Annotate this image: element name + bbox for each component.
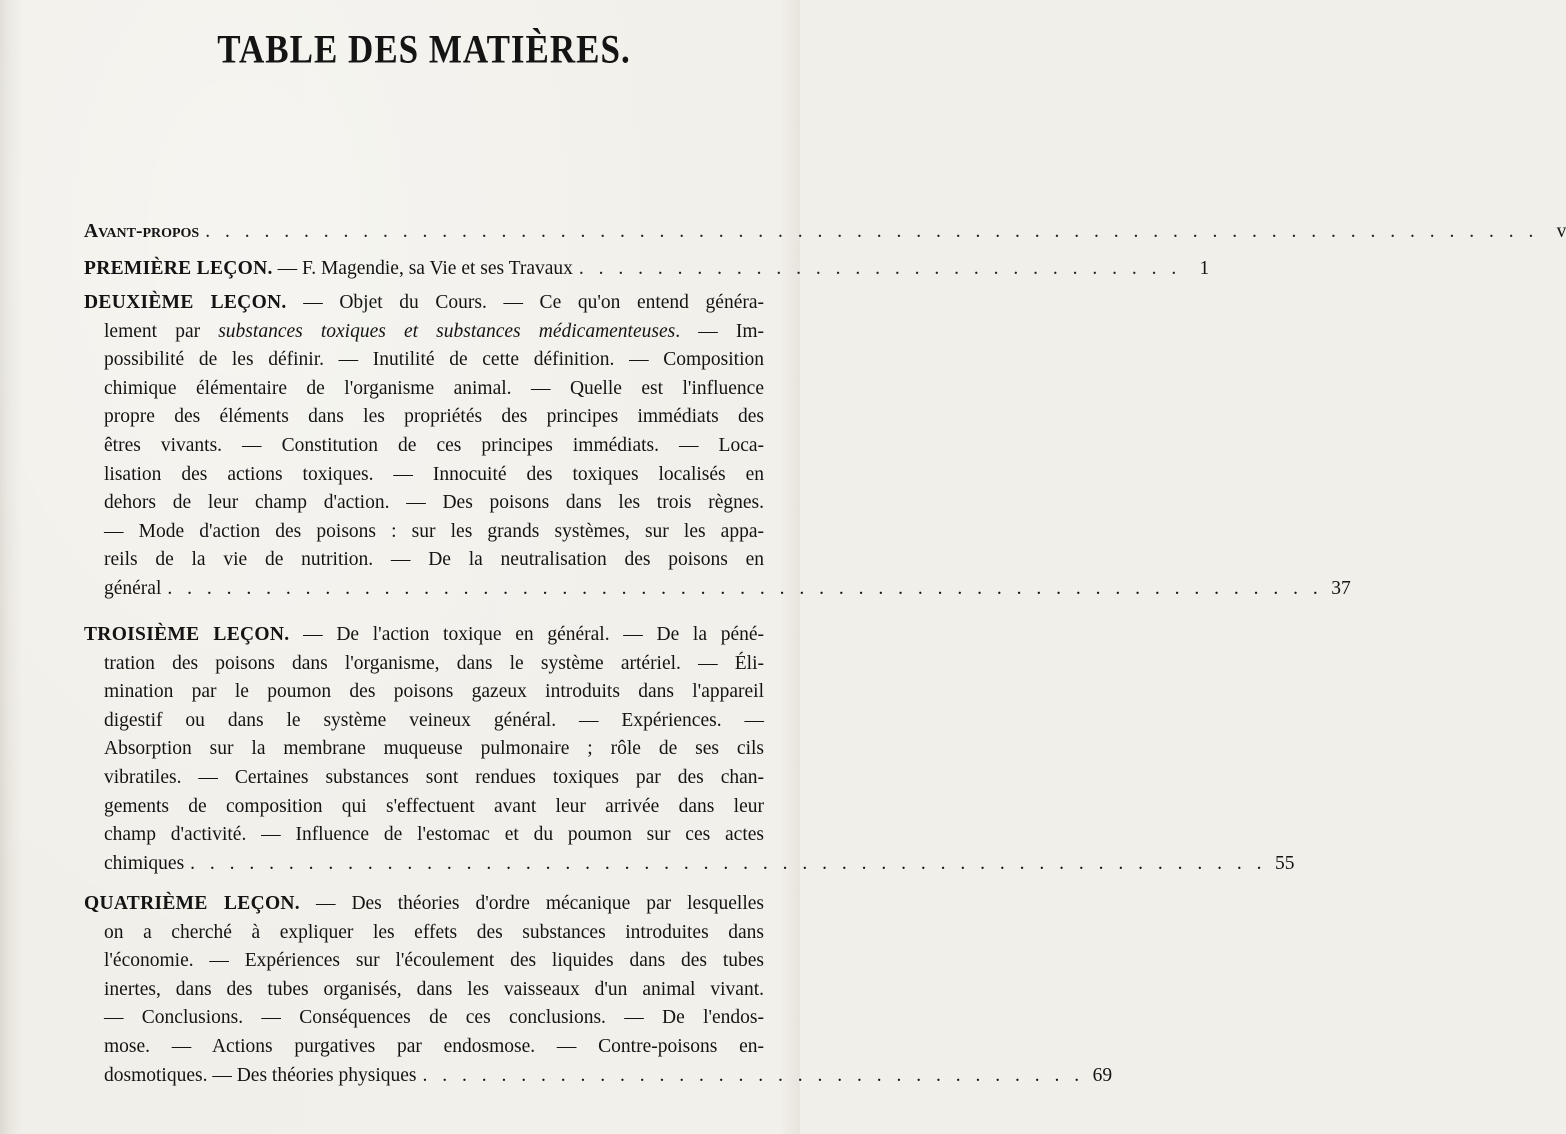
entry-line: — Conclusions. — Conséquences de ces conclusions. — De l'endos- [104, 1007, 764, 1029]
entry-line: on a cherché à expliquer les effets des substances introduites dans [104, 921, 764, 943]
italic-phrase: substances toxiques et substances médicamenteuses [218, 320, 676, 342]
entry-line: propre des éléments dans les propriétés des principes immédiats des [104, 406, 764, 428]
page-number: v [1556, 221, 1566, 242]
entry-line: l'économie. — Expériences sur l'écoulement des liquides dans des tubes [104, 950, 764, 972]
entry-line: digestif ou dans le système veineux général. — Expériences. — [104, 709, 764, 731]
entry-line: mination par le poumon des poisons gazeux introduits dans l'appareil [104, 681, 764, 703]
entry-line: vibratiles. — Certaines substances sont rendues toxiques par des chan- [104, 766, 764, 788]
dot-leader: . . . . . . . . . . . . . . . . . . . . . . . . . . . . . . . . . . [422, 1064, 1085, 1086]
entry-line: — Mode d'action des poisons : sur les grands systèmes, sur les appa- [104, 520, 764, 542]
toc-entry-deuxieme-lecon [84, 289, 1351, 604]
dot-leader: . . . . . . . . . . . . . . . . . . . . . . . . . . . . . . . . . . . . . . . . . . . . . . . . . . . . . . . . . . . [167, 577, 1323, 599]
entry-line: chimique élémentaire de l'organisme animal. — Quelle est l'influence [104, 377, 764, 399]
entry-line: mose. — Actions purgatives par endosmose. — Contre-poisons en- [104, 1035, 764, 1057]
dot-leader: . . . . . . . . . . . . . . . . . . . . . . . . . . . . . . . . . . . . . . . . . . . . . . . . . . . . . . . . . . . . . . . . . . . . [205, 221, 1539, 242]
entry-line: reils de la vie de nutrition. — De la neutralisation des poisons en [104, 549, 764, 571]
toc-line [84, 218, 1566, 247]
entry-line: QUATRIÈME LEÇON. — Des théories d'ordre mécanique par lesquelles [84, 893, 765, 914]
entry-line: possibilité de les définir. — Inutilité de cette définition. — Composition [104, 349, 764, 371]
entry-line: champ d'activité. — Influence de l'estomac et du poumon sur ces actes [104, 824, 764, 846]
entry-last-line: dosmotiques. — Des théories physiques . . . . . . . . . . . . . . . . . . . . . . . . . . . . . . . . . . 69 [104, 1062, 764, 1091]
entry-line: dehors de leur champ d'action. — Des poisons dans les trois règnes. [104, 492, 764, 514]
page-title: TABLE DES MATIÈRES. [217, 27, 631, 72]
entry-line: êtres vivants. — Constitution de ces principes immédiats. — Loca- [104, 434, 764, 456]
entry-line: lement par substances toxiques et substances médicamenteuses. — Im- [104, 320, 764, 342]
entry-text: — F. Magendie, sa Vie et ses Travaux [277, 258, 573, 279]
entry-heading: PREMIÈRE LEÇON. [84, 258, 273, 279]
dot-leader: . . . . . . . . . . . . . . . . . . . . . . . . . . . . . . . . . . . . . . . . . . . . . . . . . . . . . . . [190, 852, 1267, 874]
page-number: 69 [1092, 1064, 1113, 1086]
entry-line: DEUXIÈME LEÇON. — Objet du Cours. — Ce qu'on entend généra- [84, 292, 764, 313]
entry-heading: TROISIÈME LEÇON. [84, 624, 290, 645]
page-number: 55 [1275, 852, 1295, 874]
toc-entry-premiere-lecon [84, 255, 1210, 284]
entry-heading: QUATRIÈME LEÇON. [84, 893, 300, 914]
entry-line: inertes, dans des tubes organisés, dans les vaisseaux d'un animal vivant. [104, 978, 764, 1000]
entry-heading: DEUXIÈME LEÇON. [84, 292, 287, 313]
entry-heading: Avant-propos [84, 221, 200, 242]
entry-last-line: chimiques . . . . . . . . . . . . . . . . . . . . . . . . . . . . . . . . . . . . . . . . . . . . . . . . . . . . . . . 55 [104, 850, 764, 879]
toc-entry-quatrieme-lecon [84, 890, 1113, 1090]
page-number: 37 [1331, 577, 1351, 599]
entry-line: tration des poisons dans l'organisme, dans le système artériel. — Éli- [104, 652, 764, 674]
entry-line: gements de composition qui s'effectuent avant leur arrivée dans leur [104, 795, 764, 817]
toc-line [84, 255, 1210, 284]
entry-line: Absorption sur la membrane muqueuse pulmonaire ; rôle de ses cils [104, 738, 764, 760]
entry-line: TROISIÈME LEÇON. — De l'action toxique en général. — De la péné- [84, 624, 765, 645]
entry-line: lisation des actions toxiques. — Innocuité des toxiques localisés en [104, 463, 764, 485]
page-number: 1 [1199, 258, 1210, 279]
toc-entry-troisieme-lecon [84, 621, 1295, 878]
dot-leader: . . . . . . . . . . . . . . . . . . . . . . . . . . . . . . . [578, 258, 1182, 279]
entry-last-line: général . . . . . . . . . . . . . . . . . . . . . . . . . . . . . . . . . . . . . . . . . . . . . . . . . . . . . . . . . . . 37 [104, 575, 764, 604]
toc-entry-avant-propos [84, 218, 1566, 247]
